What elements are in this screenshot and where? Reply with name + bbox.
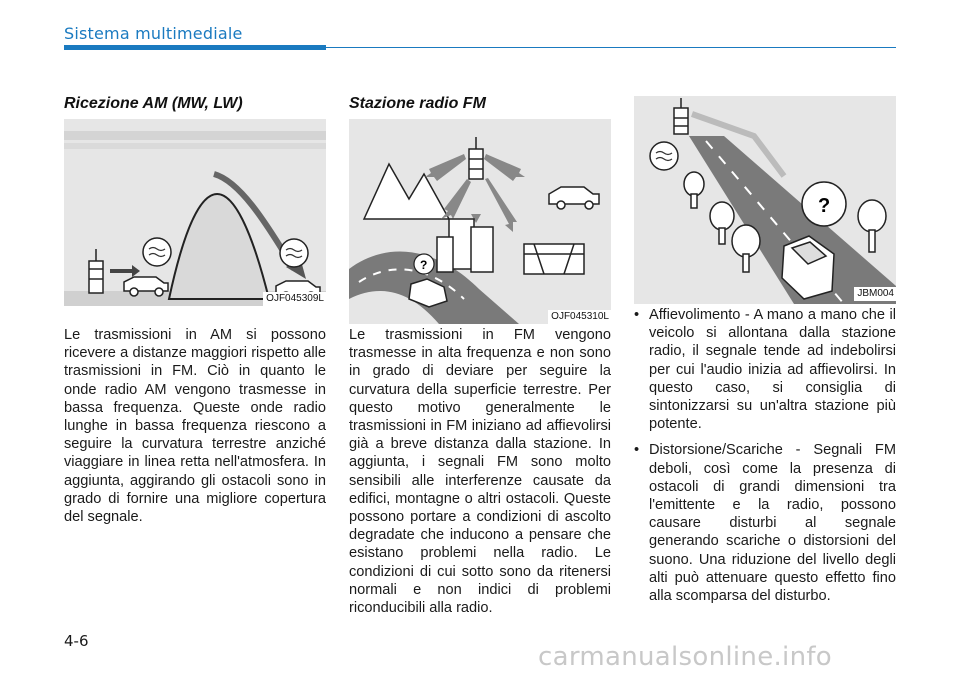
bullet-text-distortion: Distorsione/Scariche - Segnali FM deboli, così come la presenza di ostacoli di grandi dimensioni tra l'emittente e la radio, possono causare disturbi al segnale generando scariche o distorsioni del suono. Una riduzione del livello degli alti può attenuare questo effetto fino alla scomparsa del disturbo. [649,442,896,605]
list-item [634,306,896,433]
am-figure-code: OJF045309L [263,292,326,306]
fading-figure [634,96,896,304]
bullet-list [634,306,896,613]
am-figure [64,119,326,306]
bullet-dot: • [634,442,640,459]
am-heading: Ricezione AM (MW, LW) [64,95,243,112]
fm-figure-mark: ? [420,258,428,272]
fading-figure-mark: ? [818,195,831,217]
fm-figure [349,119,611,324]
fm-paragraph: Le trasmissioni in FM vengono trasmesse in alta frequenza e non sono in grado di deviare per seguire la curvatura della superficie terrestre. Per questo motivo generalmente le trasmissioni in FM iniziano ad affievolirsi già a breve distanza dalla stazione. In aggiunta, i segnali FM sono molto sensibili alle interferenze causate da edifici, montagne o altri ostacoli. Queste possono portare a condizioni di ascolto degradate che inducono a pensare che esistano problemi nella radio. Le condizioni di cui sotto sono da ritenersi normali e non indici di problemi riconducibili alla radio. [349,327,611,617]
fm-figure-code: OJF045310L [548,310,611,324]
header-rule-thin [326,47,896,48]
bullet-dot: • [634,307,640,323]
am-paragraph: Le trasmissioni in AM si possono ricevere a distanze maggiori rispetto alle trasmissioni in FM. Ciò in quanto le onde radio AM vengono trasmesse in bassa frequenza. Queste onde radio lunghe in bassa frequenza riescono a seguire la curvatura terrestre anziché viaggiare in linea retta nell'atmosfera. In aggiunta, aggirando gli ostacoli sono in grado di fornire una migliore copertura del segnale. [64,327,326,526]
bullet-text-fading: Affievolimento - A mano a mano che il veicolo si allontana dalla stazione radio, il segnale tende ad indebolirsi per cui l'audio inizia ad affievolirsi. In questo caso, si consiglia di sintonizzarsi su un'altra stazione più potente. [649,307,896,433]
fading-figure-code: JBM004 [854,287,896,301]
page-number: 4-6 [64,632,89,650]
fading-illustration [634,96,896,304]
fm-heading: Stazione radio FM [349,95,486,112]
watermark: carmanualsonline.info [538,642,833,672]
fm-illustration [349,119,611,324]
header-rule-thick [64,45,326,50]
list-item [634,441,896,605]
am-illustration [64,119,326,306]
section-title: Sistema multimediale [64,24,243,43]
